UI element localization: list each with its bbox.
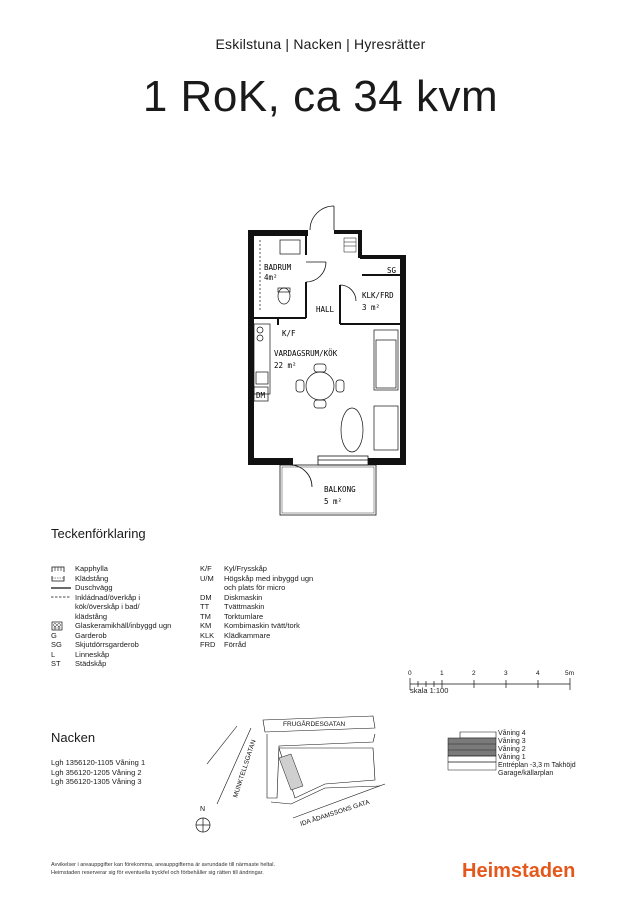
legend-symbol-item [51, 602, 201, 612]
coat-rack-icon [51, 564, 75, 574]
legend-code: FRD [200, 640, 216, 649]
page-subtitle: Eskilstuna | Nacken | Hyresrätter [215, 36, 426, 52]
legend-text: Diskmaskin [224, 592, 263, 602]
north-arrow-icon [196, 818, 210, 832]
scale-tick-3: 3 [504, 670, 508, 677]
scale-tick-0: 0 [408, 670, 412, 677]
brand-logo: Heimstaden [462, 860, 576, 882]
floor-garage: Garage/källarplan [498, 770, 554, 777]
legend-code-item [200, 564, 350, 574]
legend-text: Skjutdörrsgarderob [75, 640, 139, 649]
label-dm: DM [256, 391, 266, 400]
floor-1: Våning 1 [498, 754, 526, 761]
legend-code-item [200, 631, 350, 641]
legend-code-item [200, 640, 350, 650]
label-kf: K/F [282, 329, 296, 338]
disclaimer [51, 862, 275, 877]
apartment-3: Lgh 356120-1305 Våning 3 [51, 777, 142, 786]
legend-text: Tvättmaskin [224, 602, 265, 611]
apartment-2: Lgh 356120-1205 Våning 2 [51, 767, 142, 777]
floor-plan [240, 200, 410, 520]
legend-text: och plats för micro [224, 583, 286, 592]
legend-symbol-item [51, 650, 201, 660]
legend-text: Kombimaskin tvätt/tork [224, 621, 300, 630]
label-vardagsrum: VARDAGSRUM/KÖK [274, 349, 338, 358]
legend-text: Förråd [224, 640, 247, 649]
north-label: N [200, 806, 206, 813]
legend-symbol-item [51, 593, 201, 603]
legend-code-item [200, 583, 350, 593]
apartment-list [51, 758, 145, 787]
wall-left [248, 230, 254, 465]
apartment-1: Lgh 1356120-1105 Våning 1 [51, 758, 146, 767]
scale-tick-4: 4 [536, 670, 540, 677]
legend-code-item [200, 612, 350, 622]
legend-text: Inkládnad/överkåp i [75, 592, 141, 602]
wall-bottom-left [248, 458, 293, 465]
floor-4: Våning 4 [498, 730, 526, 737]
scale-tick-5: 5m [565, 670, 575, 677]
label-badrum: BADRUM [264, 263, 292, 272]
legend-symbol-item [51, 612, 201, 622]
street-ida-adamssons-gata: IDA ÅDAMSSONS GATA [299, 798, 371, 828]
disclaimer-line-2: Heimstaden reserverar sig för eventuella tryckfel och förbehåller sig rätten till ändringar. [51, 869, 264, 876]
label-balkong: BALKONG [324, 485, 356, 494]
page-title: 1 RoK, ca 34 kvm [142, 72, 499, 121]
legend-heading: Teckenförklaring [51, 526, 146, 541]
scale-tick-1: 1 [440, 670, 444, 677]
legend-symbol-item [51, 631, 201, 641]
label-balkong-area: 5 m² [324, 497, 343, 506]
location-heading: Nacken [51, 730, 96, 745]
legend-code: TM [200, 611, 211, 621]
legend-text: kök/överskåp i bad/ [75, 602, 140, 611]
legend-code: KM [200, 621, 212, 630]
floor-list [498, 730, 576, 778]
floor-stack-icon [440, 726, 500, 776]
legend-code: G [51, 630, 57, 640]
legend-code: KLK [200, 630, 215, 640]
legend-text: Torktumlare [224, 611, 264, 621]
legend-code-item [200, 593, 350, 603]
legend-code: ST [51, 659, 61, 668]
site-map [195, 698, 395, 848]
floor-entre: Entréplan -3,3 m Takhöjd [498, 762, 576, 769]
legend-code: U/M [200, 573, 214, 583]
legend-text: Kyl/Frysskåp [224, 564, 267, 573]
legend-symbol-item [51, 621, 201, 631]
legend-code: TT [200, 602, 210, 611]
shower-wall-icon [51, 583, 75, 593]
legend-code: L [51, 649, 56, 659]
legend-code-item [200, 621, 350, 631]
legend-code: DM [200, 592, 212, 602]
legend-symbol-item [51, 583, 201, 593]
legend-text: Städskåp [75, 659, 107, 668]
dashed-line-icon [51, 593, 75, 603]
label-hall: HALL [316, 305, 335, 314]
scale-tick-2: 2 [472, 670, 476, 677]
legend-code-item [200, 574, 350, 584]
legend-symbol-item [51, 640, 201, 650]
wall-right [400, 255, 406, 465]
floor-2: Våning 2 [498, 746, 526, 753]
legend-code-item [200, 602, 350, 612]
label-klk: KLK/FRD [362, 291, 394, 300]
legend-text: Kapphylla [75, 564, 108, 573]
building-highlight [279, 754, 303, 790]
legend-code [200, 583, 224, 593]
legend-text: klädstång [75, 611, 108, 621]
wall-top-mid [334, 230, 362, 234]
disclaimer-line-1: Avvikelser i areauppgifter kan förekomma, areauppgifterna är avrundade till närmaste heltal. [51, 862, 275, 868]
wall-top-left [248, 230, 308, 236]
legend-text: Klädkammare [224, 630, 271, 640]
legend-codes [200, 564, 350, 650]
label-badrum-area: 4m² [264, 273, 278, 282]
street-frugardesgatan: FRUGÅRDESGATAN [283, 721, 346, 728]
label-vardagsrum-area: 22 m² [274, 361, 297, 370]
wall-step [358, 230, 362, 258]
clothes-rail-icon [51, 574, 75, 584]
legend-text: Garderob [75, 630, 107, 640]
legend-symbol-item [51, 564, 201, 574]
legend-symbol-item [51, 574, 201, 584]
legend-text: Högskåp med inbyggd ugn [224, 573, 314, 583]
legend-text: Linneskåp [75, 649, 110, 659]
legend-code: SG [51, 640, 62, 649]
scale-label: skala 1:100 [410, 686, 449, 695]
floor-3: Våning 3 [498, 738, 526, 745]
legend-symbol-item [51, 659, 201, 669]
label-klk-area: 3 m² [362, 303, 381, 312]
hob-icon [51, 621, 75, 631]
legend-code: K/F [200, 564, 212, 573]
legend-text: Duschvägg [75, 583, 113, 592]
legend-symbols [51, 564, 201, 669]
street-munktellsgatan: MUNKTELLSGATAN [232, 738, 258, 799]
wall-top-right [360, 255, 406, 259]
legend-text: Klädstång [75, 573, 109, 583]
legend-text: Glaskeramikhäll/inbyggd ugn [75, 621, 172, 630]
label-sg: SG [387, 266, 397, 275]
